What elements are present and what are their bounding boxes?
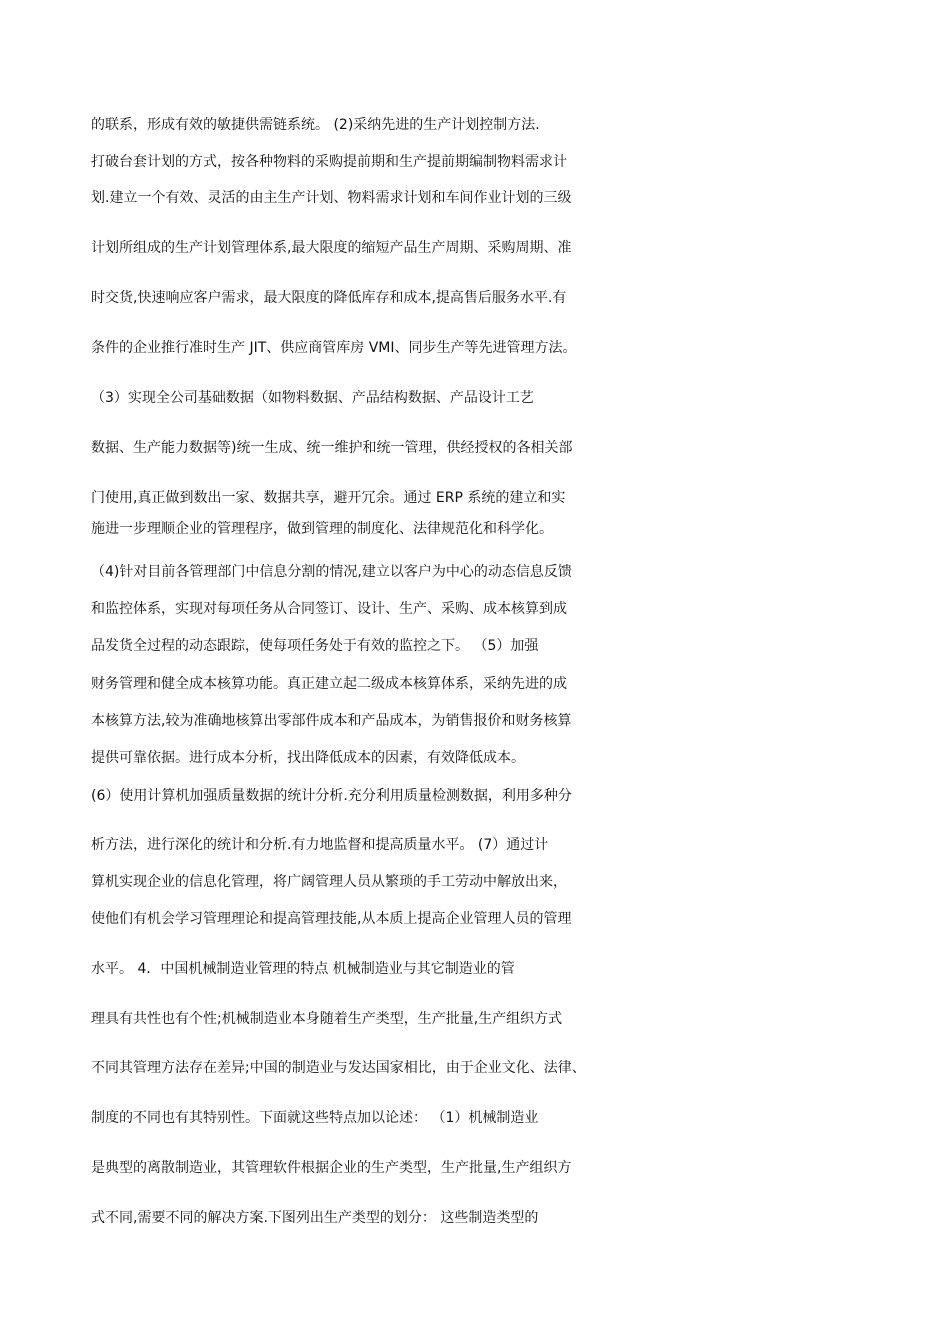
text-line: (6）使用计算机加强质量数据的统计分析.充分利用质量检测数据，利用多种分 [91, 788, 572, 804]
text-line: 水平。 4．中国机械制造业管理的特点 机械制造业与其它制造业的管 [91, 961, 515, 977]
text-line: 打破台套计划的方式，按各种物料的采购提前期和生产提前期编制物料需求计 [91, 154, 567, 170]
text-line: 的联系，形成有效的敏捷供需链系统。 (2)采纳先进的生产计划控制方法. [91, 117, 540, 133]
text-line: 品发货全过程的动态跟踪，使每项任务处于有效的监控之下。 （5）加强 [91, 638, 539, 654]
text-line: 划.建立一个有效、灵活的由主生产计划、物料需求计划和车间作业计划的三级 [91, 190, 572, 206]
text-line: 财务管理和健全成本核算功能。真正建立起二级成本核算体系，采纳先进的成 [91, 676, 567, 692]
text-line: 和监控体系，实现对每项任务从合同签订、设计、生产、采购、成本核算到成 [91, 601, 567, 617]
text-line: 式不同,需要不同的解决方案.下图列出生产类型的划分： 这些制造类型的 [91, 1210, 539, 1226]
text-line: 析方法，进行深化的统计和分析.有力地监督和提高质量水平。 (7）通过计 [91, 837, 549, 853]
text-line: 数据、生产能力数据等)统一生成、统一维护和统一管理，供经授权的各相关部 [91, 440, 573, 456]
text-line: 门使用,真正做到数出一家、数据共享，避开冗余。通过 ERP 系统的建立和实 [91, 490, 566, 506]
text-line: 算机实现企业的信息化管理，将广阔管理人员从繁琐的手工劳动中解放出来， [91, 874, 567, 890]
text-line: 使他们有机会学习管理理论和提高管理技能,从本质上提高企业管理人员的管理 [91, 911, 572, 927]
text-line: （4)针对目前各管理部门中信息分割的情况,建立以客户为中心的动态信息反馈 [91, 564, 572, 580]
text-line: （3）实现全公司基础数据（如物料数据、产品结构数据、产品设计工艺 [91, 390, 534, 406]
text-line: 不同其管理方法存在差异;中国的制造业与发达国家相比，由于企业文化、法律、 [91, 1060, 586, 1076]
text-line: 条件的企业推行准时生产 JIT、供应商管库房 VMI、同步生产等先进管理方法。 [91, 340, 577, 356]
text-line: 本核算方法,较为准确地核算出零部件成本和产品成本，为销售报价和财务核算 [91, 713, 572, 729]
text-line: 时交货,快速响应客户需求，最大限度的降低库存和成本,提高售后服务水平.有 [91, 290, 567, 306]
text-line: 施进一步理顺企业的管理程序，做到管理的制度化、法律规范化和科学化。 [91, 521, 553, 537]
text-line: 理具有共性也有个性;机械制造业本身随着生产类型，生产批量,生产组织方式 [91, 1011, 563, 1027]
text-line: 提供可靠依据。进行成本分析，找出降低成本的因素，有效降低成本。 [91, 750, 525, 766]
text-line: 计划所组成的生产计划管理体系,最大限度的缩短产品生产周期、采购周期、准 [91, 240, 572, 256]
text-line: 是典型的离散制造业，其管理软件根据企业的生产类型，生产批量,生产组织方 [91, 1160, 572, 1176]
text-line: 制度的不同也有其特别性。下面就这些特点加以论述： （1）机械制造业 [91, 1110, 539, 1126]
